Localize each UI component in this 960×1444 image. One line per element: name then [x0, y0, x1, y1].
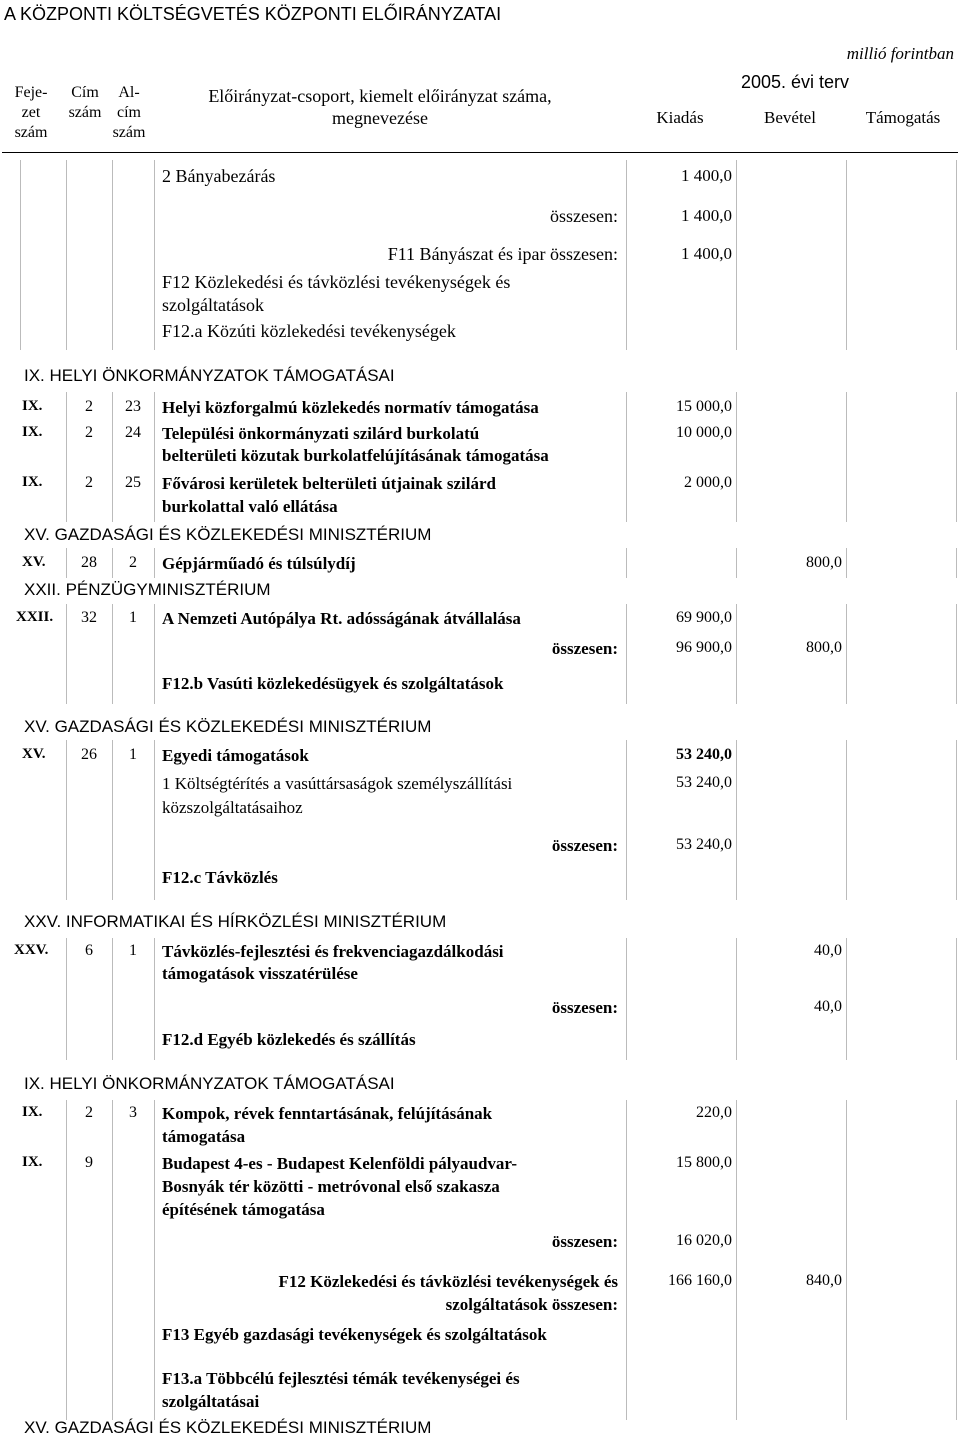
- cell-kiadas: 220,0: [696, 1104, 732, 1121]
- row-text: F12.a Közúti közlekedési tevékenységek: [162, 321, 456, 341]
- header-kiadas: Kiadás: [656, 108, 704, 127]
- row-text-line2: belterületi közutak burkolatfelújításának támogatása: [162, 446, 549, 465]
- cell-fejezet: IX.: [22, 424, 43, 440]
- row-text: Egyedi támogatások: [162, 746, 309, 765]
- page-title: A KÖZPONTI KÖLTSÉGVETÉS KÖZPONTI ELŐIRÁNYZATAI: [4, 4, 502, 24]
- cell-cim: 2: [85, 424, 93, 441]
- cell-fejezet: XV.: [22, 554, 46, 570]
- cell-kiadas: 1 400,0: [681, 206, 732, 225]
- cell-cim: 6: [85, 942, 93, 959]
- cell-kiadas: 69 900,0: [676, 609, 732, 626]
- row-text: F12.b Vasúti közlekedésügyek és szolgáltatások: [162, 674, 504, 693]
- cell-tamogatas: 840,0: [806, 1272, 842, 1289]
- section-heading: XV. GAZDASÁGI ÉS KÖZLEKEDÉSI MINISZTÉRIUM: [24, 717, 432, 736]
- header-fejezet-line1: Feje-: [14, 84, 48, 101]
- row-text-line1: F13.a Többcélú fejlesztési témák tevékenységei és: [162, 1369, 520, 1388]
- cell-cim: 2: [85, 398, 93, 415]
- cell-cim: 26: [81, 746, 97, 763]
- cell-kiadas: 53 240,0: [676, 746, 732, 763]
- header-cim-line2: szám: [68, 104, 102, 121]
- cell-alcim: 3: [129, 1104, 137, 1121]
- header-alcim-line1: Al-: [118, 84, 140, 101]
- cell-kiadas: 1 400,0: [681, 166, 732, 185]
- cell-cim: 28: [81, 554, 97, 571]
- row-text-line1: Kompok, révek fenntartásának, felújításának: [162, 1104, 493, 1123]
- row-text: F13 Egyéb gazdasági tevékenységek és szolgáltatások: [162, 1325, 547, 1344]
- cell-fejezet: XXV.: [14, 942, 49, 958]
- cell-alcim: 25: [125, 474, 141, 491]
- cell-kiadas: 15 000,0: [676, 398, 732, 415]
- cell-fejezet: XXII.: [16, 609, 54, 625]
- cell-tamogatas: 40,0: [814, 998, 842, 1015]
- row-text-line1: Fővárosi kerületek belterületi útjainak szilárd: [162, 474, 496, 493]
- row-text-line2: burkolattal való ellátása: [162, 497, 338, 516]
- header-fejezet-line3: szám: [14, 124, 48, 141]
- cell-alcim: 2: [129, 554, 137, 571]
- cell-fejezet: IX.: [22, 398, 43, 414]
- cell-fejezet: IX.: [22, 1154, 43, 1170]
- row-text: összesen:: [551, 836, 618, 855]
- cell-cim: 32: [81, 609, 97, 626]
- row-text: 2 Bányabezárás: [162, 166, 276, 186]
- header-tamogatas: Támogatás: [865, 108, 941, 127]
- section-heading: IX. HELYI ÖNKORMÁNYZATOK TÁMOGATÁSAI: [24, 366, 395, 385]
- cell-kiadas: 2 000,0: [684, 474, 732, 491]
- cell-tamogatas: 40,0: [814, 942, 842, 959]
- cell-kiadas: 53 240,0: [676, 774, 732, 791]
- cell-kiadas: 15 800,0: [676, 1154, 732, 1171]
- cell-alcim: 1: [129, 942, 137, 959]
- row-text: összesen:: [550, 206, 618, 226]
- row-text-line2: támogatások visszatérülése: [162, 964, 358, 983]
- header-bevetel: Bevétel: [764, 108, 816, 127]
- cell-kiadas: 53 240,0: [676, 836, 732, 853]
- cell-tamogatas: 800,0: [806, 554, 842, 571]
- cell-cim: 9: [85, 1154, 93, 1171]
- header-cim-line1: Cím: [71, 84, 99, 101]
- header-fejezet-line2: zet: [21, 104, 41, 121]
- row-text-line2: szolgáltatások: [162, 295, 264, 315]
- row-text-line1: Távközlés-fejlesztési és frekvenciagazdálkodási: [162, 942, 504, 961]
- row-text-line2: szolgáltatásai: [162, 1392, 260, 1411]
- row-text: A Nemzeti Autópálya Rt. adósságának átvállalása: [162, 609, 521, 628]
- row-text: összesen:: [551, 1232, 618, 1251]
- header-plan-year: 2005. évi terv: [740, 72, 850, 92]
- row-text-line1: F12 Közlekedési és távközlési tevékenységek és: [162, 272, 511, 292]
- header-bottom-rule: [2, 152, 958, 153]
- cell-fejezet: XV.: [22, 746, 46, 762]
- unit-label: millió forintban: [846, 44, 954, 63]
- section-heading: XXII. PÉNZÜGYMINISZTÉRIUM: [24, 580, 271, 599]
- row-text-line3: építésének támogatása: [162, 1200, 325, 1219]
- section-heading: XV. GAZDASÁGI ÉS KÖZLEKEDÉSI MINISZTÉRIUM: [24, 525, 432, 544]
- cell-kiadas: 96 900,0: [676, 639, 732, 656]
- row-text-line2: Bosnyák tér közötti - metróvonal első szakasza: [162, 1177, 500, 1196]
- cell-fejezet: IX.: [22, 474, 43, 490]
- cell-cim: 2: [85, 1104, 93, 1121]
- header-desc-line1: Előirányzat-csoport, kiemelt előirányzat száma,: [208, 86, 552, 106]
- cell-kiadas: 1 400,0: [681, 244, 732, 263]
- row-text: F11 Bányászat és ipar összesen:: [387, 244, 618, 264]
- row-text: összesen:: [551, 998, 618, 1017]
- cell-alcim: 23: [125, 398, 141, 415]
- section-heading: XXV. INFORMATIKAI ÉS HÍRKÖZLÉSI MINISZTÉRIUM: [24, 912, 447, 931]
- cell-kiadas: 10 000,0: [676, 424, 732, 441]
- section-heading: IX. HELYI ÖNKORMÁNYZATOK TÁMOGATÁSAI: [24, 1074, 395, 1093]
- cell-kiadas: 16 020,0: [676, 1232, 732, 1249]
- row-text-line1: 1 Költségtérítés a vasúttársaságok személyszállítási: [162, 774, 513, 793]
- row-text: F12.c Távközlés: [162, 868, 278, 887]
- cell-alcim: 24: [125, 424, 141, 441]
- row-text-line2: támogatása: [162, 1127, 246, 1146]
- row-text: Gépjárműadó és túlsúlydíj: [162, 554, 356, 573]
- row-text-line2: közszolgáltatásaihoz: [162, 798, 303, 817]
- row-text-line1: Települési önkormányzati szilárd burkolatú: [162, 424, 480, 443]
- cell-alcim: 1: [129, 609, 137, 626]
- header-alcim-line2: cím: [117, 104, 141, 121]
- row-text-line1: Budapest 4-es - Budapest Kelenföldi pályaudvar-: [162, 1154, 517, 1173]
- header-alcim-line3: szám: [112, 124, 146, 141]
- cell-tamogatas: 800,0: [806, 639, 842, 656]
- row-text: F12.d Egyéb közlekedés és szállítás: [162, 1030, 416, 1049]
- row-text: Helyi közforgalmú közlekedés normatív támogatása: [162, 398, 539, 417]
- cell-fejezet: IX.: [22, 1104, 43, 1120]
- section-heading: XV. GAZDASÁGI ÉS KÖZLEKEDÉSI MINISZTÉRIUM: [24, 1418, 432, 1437]
- header-desc-line2: megnevezése: [332, 108, 428, 128]
- row-text-line2: szolgáltatások összesen:: [445, 1295, 618, 1314]
- cell-alcim: 1: [129, 746, 137, 763]
- cell-kiadas: 166 160,0: [668, 1272, 732, 1289]
- row-text-line1: F12 Közlekedési és távközlési tevékenységek és: [278, 1272, 618, 1291]
- cell-cim: 2: [85, 474, 93, 491]
- row-text: összesen:: [551, 639, 618, 658]
